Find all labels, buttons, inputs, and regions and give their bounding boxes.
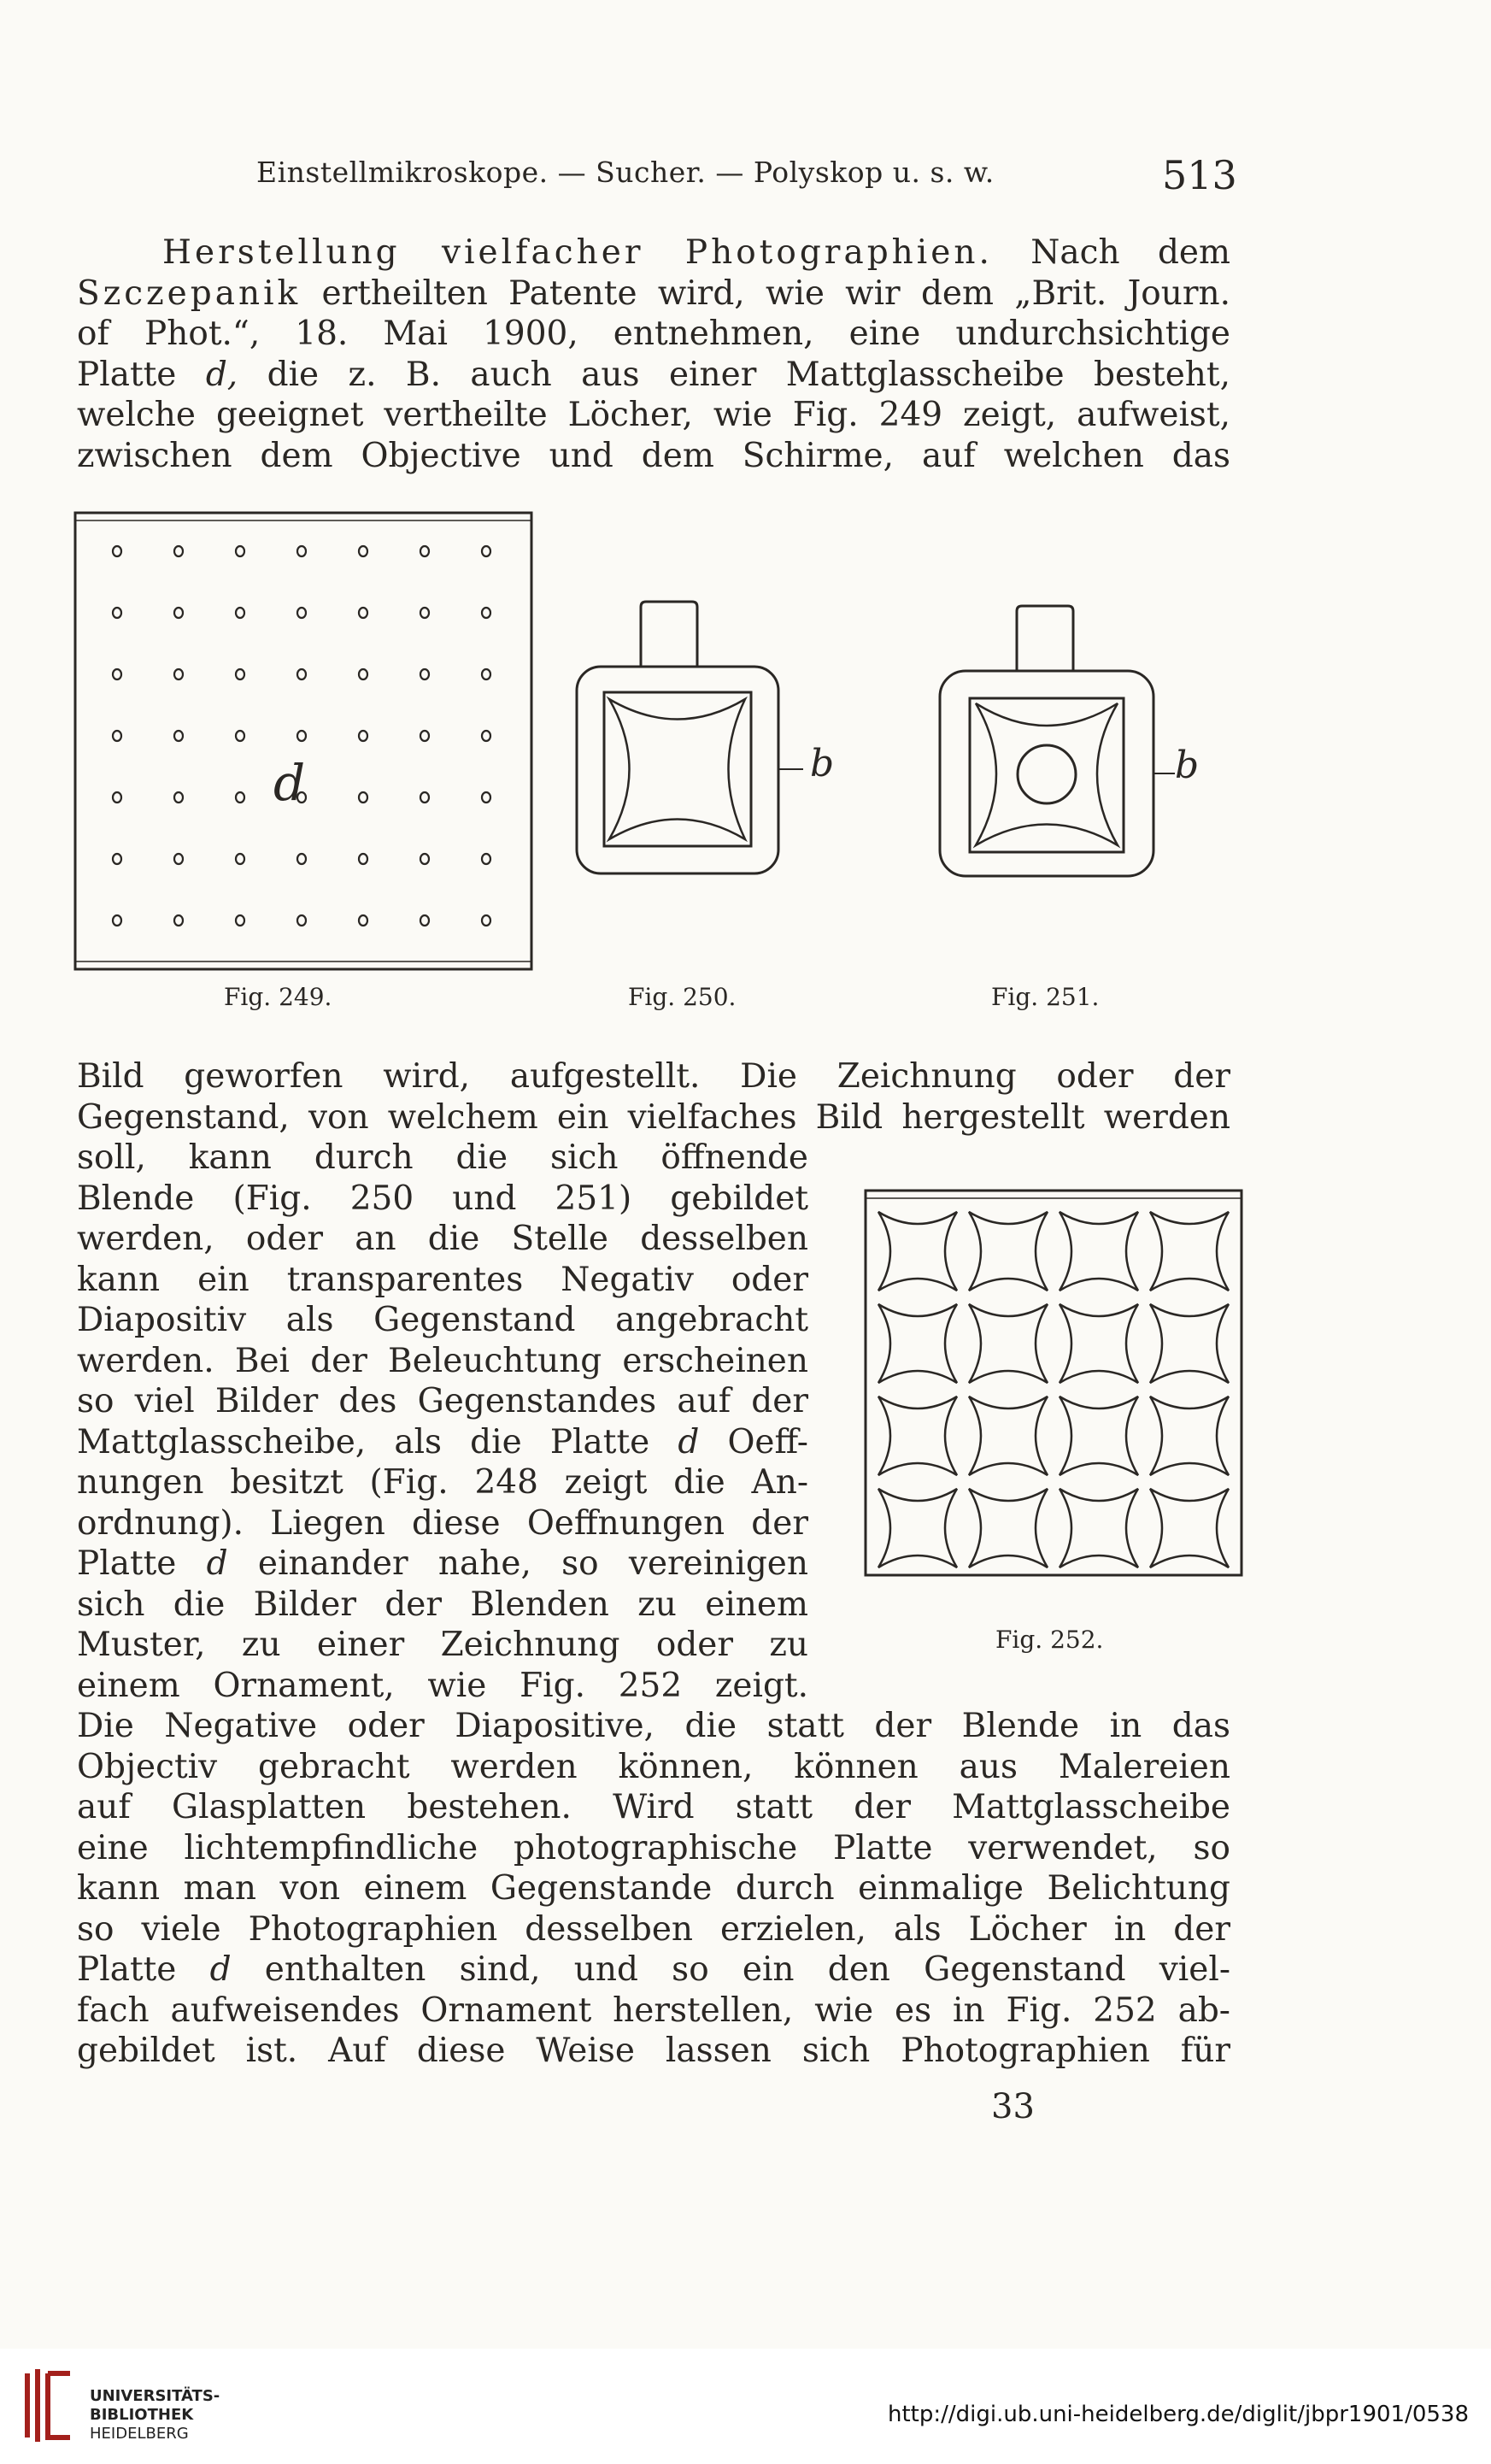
ornament-star [969,1304,1048,1383]
ornament-star [1060,1304,1138,1383]
plate-hole [359,608,367,618]
paragraph-2-top [77,1056,1230,1138]
plate-hole [113,854,121,864]
plate-hole [420,731,429,741]
plate-hole [482,854,490,864]
plate-hole [174,792,183,803]
variable: d, [205,355,238,394]
ornament-star [969,1212,1048,1291]
plate-hole [297,608,306,618]
figure-251-label: b [1175,744,1200,787]
ornament-star [1060,1489,1138,1567]
text-fragment: Platte [77,1950,177,1989]
text-line: Diapositiv als Gegenstand angebracht [77,1301,808,1339]
source-url-link[interactable]: http://digi.ub.uni-heidelberg.de/diglit/jbpr1901/0538 [887,2402,1469,2427]
plate-hole [297,915,306,926]
plate-hole [420,792,429,803]
text-line: kann ein transparentes Negativ oder [77,1260,808,1299]
text-line: fach aufweisendes Ornament herstellen, wie es in Fig. 252 ab- [77,1991,1230,2030]
plate-hole [236,608,244,618]
library-logo-icon [19,2361,79,2446]
plate-hole [113,669,121,679]
text-line: werden, oder an die Stelle desselben [77,1220,808,1258]
plate-hole [113,546,121,556]
plate-hole [359,915,367,926]
variable: d [206,1544,228,1583]
plate-hole [420,854,429,864]
text-line [77,232,1230,273]
plate-hole [174,731,183,741]
plate-hole [174,915,183,926]
text-fragment: einander nahe, so vereinigen [257,1544,808,1583]
paragraph-2-bottom [77,1706,1230,2072]
plate-hole [359,854,367,864]
text-line: of Phot.“, 18. Mai 1900, entnehmen, eine undurchsichtige [77,315,1230,353]
text-line: eine lichtempfindliche photographische Platte verwendet, so [77,1828,1230,1867]
plate-hole [236,669,244,679]
section-heading: Herstellung vielfacher Photographien. [162,233,993,272]
paragraph-1 [77,232,1230,476]
plate-hole [236,915,244,926]
figure-249-label: d [273,754,306,812]
ornament-star [878,1397,957,1475]
plate-hole [297,669,306,679]
text-line: Objectiv gebracht werden können, können aus Malereien [77,1747,1230,1786]
text-fragment: Oeff- [727,1422,808,1461]
text-line: Bild geworfen wird, aufgestellt. Die Zeichnung oder der [77,1057,1230,1096]
logo-line-2: BIBLIOTHEK [90,2406,194,2424]
text-fragment: ertheilten Patente wird, wie wir dem „Brit. Journ. [321,273,1230,313]
text-line: ordnung). Liegen diese Oeffnungen der [77,1503,808,1543]
text-line [77,355,1230,396]
text-line [77,1422,808,1463]
plate-hole [236,731,244,741]
plate-hole [297,854,306,864]
plate-hole [236,854,244,864]
person-name: Szczepanik [77,273,302,313]
text-fragment: enthalten sind, und so ein den Gegenstand viel- [264,1950,1230,1989]
text-line: kann man von einem Gegenstande durch einmalige Belichtung [77,1869,1230,1908]
plate-hole [113,608,121,618]
text-line: sich die Bilder der Blenden zu einem [77,1585,808,1624]
text-line: welche geeignet vertheilte Löcher, wie Fig. 249 zeigt, aufweist, [77,396,1230,434]
variable: d [209,1950,232,1989]
text-line: nungen besitzt (Fig. 248 zeigt die An- [77,1463,808,1502]
signature-mark: 33 [991,2087,1035,2126]
ornament-star [1150,1304,1229,1383]
text-line: auf Glasplatten bestehen. Wird statt der Mattglasscheibe [77,1788,1230,1826]
plate-hole [482,608,490,618]
text-fragment: Mattglasscheibe, als die Platte [77,1422,650,1461]
plate-hole [420,608,429,618]
plate-hole [174,669,183,679]
text-fragment: die z. B. auch aus einer Mattglasscheibe besteht, [267,355,1230,394]
variable: d [678,1422,700,1461]
text-line: werden. Bei der Beleuchtung erscheinen [77,1341,808,1380]
plate-hole [420,915,429,926]
plate-hole [359,669,367,679]
plate-hole [174,608,183,618]
plate-hole [420,669,429,679]
logo-line-3: HEIDELBERG [90,2425,189,2443]
plate-hole [113,915,121,926]
ornament-star [1060,1212,1138,1291]
plate-hole [297,731,306,741]
plate-hole [482,546,490,556]
ornament-star [969,1397,1048,1475]
plate-hole [236,792,244,803]
logo-line-1: UNIVERSITÄTS- [90,2387,220,2405]
ornament-star [1060,1397,1138,1475]
page-number: 513 [1162,152,1237,198]
text-line: zwischen dem Objective und dem Schirme, auf welchen das [77,436,1230,475]
caption-fig-251: Fig. 251. [991,983,1100,1011]
ornament-star [1150,1489,1229,1567]
text-line [77,273,1230,315]
ornament-star [878,1304,957,1383]
text-line [77,1544,808,1585]
text-line: gebildet ist. Auf diese Weise lassen sich Photographien für [77,2032,1230,2070]
text-line: Blende (Fig. 250 und 251) gebildet [77,1179,808,1218]
plate-hole [236,546,244,556]
paragraph-2-wrapped [77,1138,808,1706]
text-line: so viel Bilder des Gegenstandes auf der [77,1382,808,1420]
plate-hole [482,915,490,926]
plate-hole [359,546,367,556]
caption-fig-250: Fig. 250. [628,983,737,1011]
text-line: Die Negative oder Diapositive, die statt der Blende in das [77,1707,1230,1745]
ornament-star [878,1489,957,1567]
ornament-star [1150,1397,1229,1475]
text-line [77,1949,1230,1991]
plate-hole [359,792,367,803]
text-line: Muster, zu einer Zeichnung oder zu [77,1626,808,1664]
text-fragment: Platte [77,355,177,394]
ornament-star [969,1489,1048,1567]
running-head: Einstellmikroskope. — Sucher. — Polyskop u. s. w. [256,156,995,189]
library-logo-text [90,2387,220,2443]
text-fragment: Nach dem [1030,233,1230,272]
plate-hole [482,731,490,741]
figure-249-perforated-plate [73,510,534,972]
plate-hole [482,792,490,803]
plate-hole [420,546,429,556]
caption-fig-249: Fig. 249. [224,983,332,1011]
text-line: Gegenstand, von welchem ein vielfaches Bild hergestellt werden [77,1097,1230,1137]
plate-hole [174,546,183,556]
figure-251-diaphragm [931,603,1188,910]
figure-250-label: b [810,742,835,785]
plate-hole [113,731,121,741]
ornament-star [1150,1212,1229,1291]
plate-hole [113,792,121,803]
figure-252-ornament [863,1188,1247,1581]
caption-fig-252: Fig. 252. [995,1626,1104,1654]
plate-hole [297,546,306,556]
ornament-star [878,1212,957,1291]
figure-250-diaphragm [568,598,825,906]
text-fragment: Platte [77,1544,177,1583]
plate-hole [482,669,490,679]
plate-hole [359,731,367,741]
text-line: so viele Photographien desselben erzielen, als Löcher in der [77,1909,1230,1949]
plate-hole [174,854,183,864]
text-line: soll, kann durch die sich öffnende [77,1138,808,1177]
text-line: einem Ornament, wie Fig. 252 zeigt. [77,1666,808,1705]
